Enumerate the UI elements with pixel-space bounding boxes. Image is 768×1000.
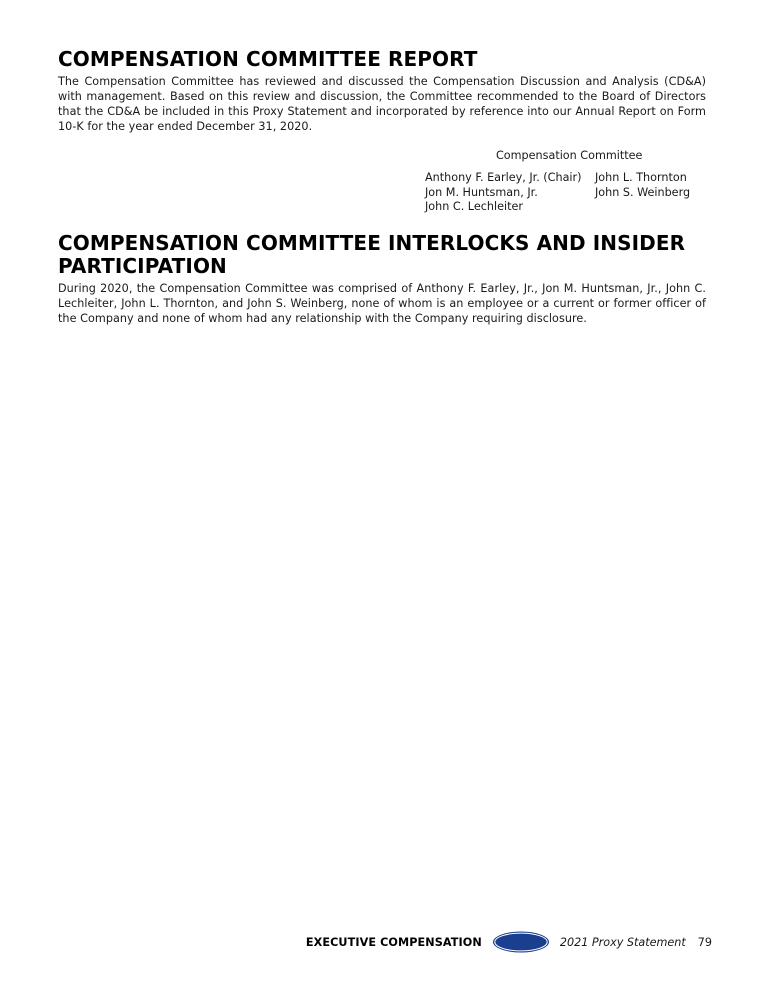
interlocks-body: During 2020, the Compensation Committee was comprised of Anthony F. Earley, Jr., Jon M. Huntsman, Jr., John C. Lechleiter, John L. Thornton, and John S. Weinberg, none of whom is an employee or a current or former officer of the Company and none of whom had any relationship with the Company requiring disclosure. — [58, 282, 706, 325]
section-heading-interlocks: COMPENSATION COMMITTEE INTERLOCKS AND INSIDER PARTICIPATION — [58, 231, 686, 278]
committee-member: John C. Lechleiter — [425, 200, 523, 213]
committee-member: John S. Weinberg — [595, 185, 691, 199]
section-heading-compensation-committee-report: COMPENSATION COMMITTEE REPORT — [58, 47, 478, 71]
document-page — [58, 47, 706, 325]
interlocks-section — [58, 232, 706, 326]
committee-member: Jon M. Huntsman, Jr. — [425, 185, 538, 199]
committee-members — [425, 171, 715, 215]
committee-name: Compensation Committee — [496, 149, 643, 162]
page-number: 79 — [697, 935, 712, 949]
committee-member: Anthony F. Earley, Jr. (Chair) — [425, 171, 582, 184]
footer-section-title: EXECUTIVE COMPENSATION — [305, 935, 482, 949]
compensation-committee-report-body: The Compensation Committee has reviewed and discussed the Compensation Discussion and Analysis (CD&A) with management. Based on this review and discussion, the Committee recommended to the Board of Directors that the CD&A be included in this Proxy Statement and incorporated by reference into our Annual Report on Form 10-K for the year ended December 31, 2020. — [58, 75, 706, 133]
ford-logo-icon — [492, 931, 550, 953]
committee-member: John L. Thornton — [595, 171, 687, 184]
ford-logo — [492, 931, 550, 953]
page-footer — [306, 930, 712, 954]
footer-document-title: 2021 Proxy Statement — [559, 935, 686, 949]
